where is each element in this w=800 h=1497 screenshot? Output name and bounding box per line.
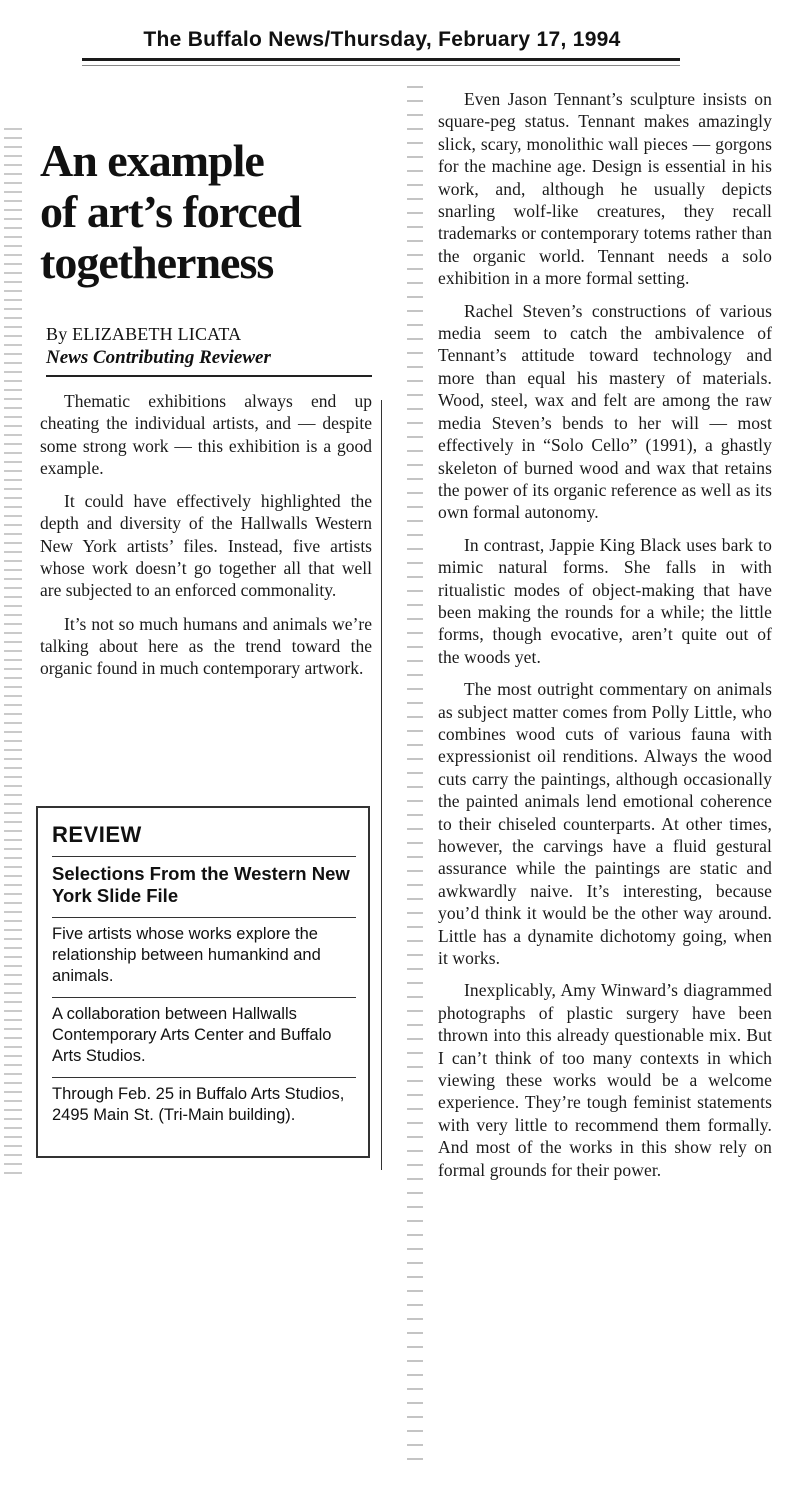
headline-line: togetherness [40, 237, 274, 288]
article-paragraph: Rachel Steven’s constructions of various media seem to catch the ambivalence of Tennant’s attitude toward technology and more than equal his mastery of materials. Wood, steel, wax and felt are among the raw media Steven’s bends to her will — most effectively in “Solo Cello” (1991), a ghastly skeleton of burned wood and wax that retains the power of its organic reference as well as its own formal autonomy. [438, 300, 772, 523]
review-organizers: A collaboration between Hallwalls Contemporary Arts Center and Buffalo Arts Studios. [52, 1005, 332, 1065]
review-label: REVIEW [52, 822, 142, 847]
headline-line: of art’s forced [40, 186, 301, 237]
masthead-dateline: The Buffalo News/Thursday, February 17, 1994 [143, 28, 621, 51]
masthead-rule-thin [82, 65, 680, 66]
byline-role: News Contributing Reviewer [46, 347, 271, 368]
masthead-rule [82, 58, 680, 61]
article-paragraph: The most outright commentary on animals as subject matter comes from Polly Little, who combines wood cuts of various fauna with expressionist oil renditions. Always the wood cuts carry the paintings, although occasionally the painted animals lend emotional coherence to their chiseled counterparts. At other times, however, the carvings have a fluid gestural assurance while the paintings are static and awkwardly naive. It’s interesting, because you’d think it would be the other way around. Little has a dynamite dichotomy going, when it works. [438, 679, 772, 969]
article-paragraph: Even Jason Tennant’s sculpture insists on square-peg status. Tennant makes amazingly slick, scary, monolithic wall pieces — gorgons for the machine age. Design is essential in his work, and, although he usually depicts snarling wolf-like creatures, they recall trademarks or contemporary totems rather than the organic world. Tennant needs a solo exhibition in a more formal setting. [438, 89, 772, 289]
review-dates-location: Through Feb. 25 in Buffalo Arts Studios, 2495 Main St. (Tri-Main building). [52, 1085, 345, 1124]
article-left-column [40, 390, 372, 691]
byline-rule [46, 375, 372, 377]
article-paragraph: Thematic exhibitions always end up cheating the individual artists, and — despite some strong work — this exhibition is a good example. [40, 391, 372, 478]
scan-margin-artifacts-left [4, 128, 34, 1178]
headline-line: An example [40, 135, 264, 186]
review-divider [52, 997, 356, 998]
article-paragraph: In contrast, Jappie King Black uses bark to mimic natural forms. She falls in with ritualistic modes of object-making that have been making the rounds for a while; the little forms, though evocative, aren’t quite out of the woods yet. [438, 534, 772, 667]
review-show-title: Selections From the Western New York Slide File [52, 863, 350, 906]
review-info-box [36, 806, 370, 1158]
review-divider [52, 917, 356, 918]
review-description: Five artists whose works explore the relationship between humankind and animals. [52, 925, 321, 985]
article-right-column [438, 88, 772, 1191]
byline [46, 322, 376, 370]
review-divider [52, 1077, 356, 1078]
article-paragraph: It’s not so much humans and animals we’re talking about here as the trend toward the organic found in much contemporary artwork. [40, 613, 372, 679]
article-paragraph: It could have effectively highlighted the depth and diversity of the Hallwalls Western New York artists’ files. Instead, five artists whose work doesn’t go together all that well are subjected to an enforced commonality. [40, 491, 372, 601]
review-divider [52, 856, 356, 857]
article-paragraph: Inexplicably, Amy Winward’s diagrammed photographs of plastic surgery have been thrown into this already questionable mix. But I can’t think of too many contexts in which viewing these works would be a welcome experience. They’re tough feminist statements with very little to recommend them formally. And most of the works in this show rely on formal grounds for their power. [438, 980, 772, 1180]
byline-author: By ELIZABETH LICATA [46, 324, 242, 344]
headline [40, 135, 370, 288]
column-divider [381, 400, 382, 1170]
review-box-content [52, 816, 356, 1136]
scan-margin-artifacts-middle [407, 86, 423, 1466]
